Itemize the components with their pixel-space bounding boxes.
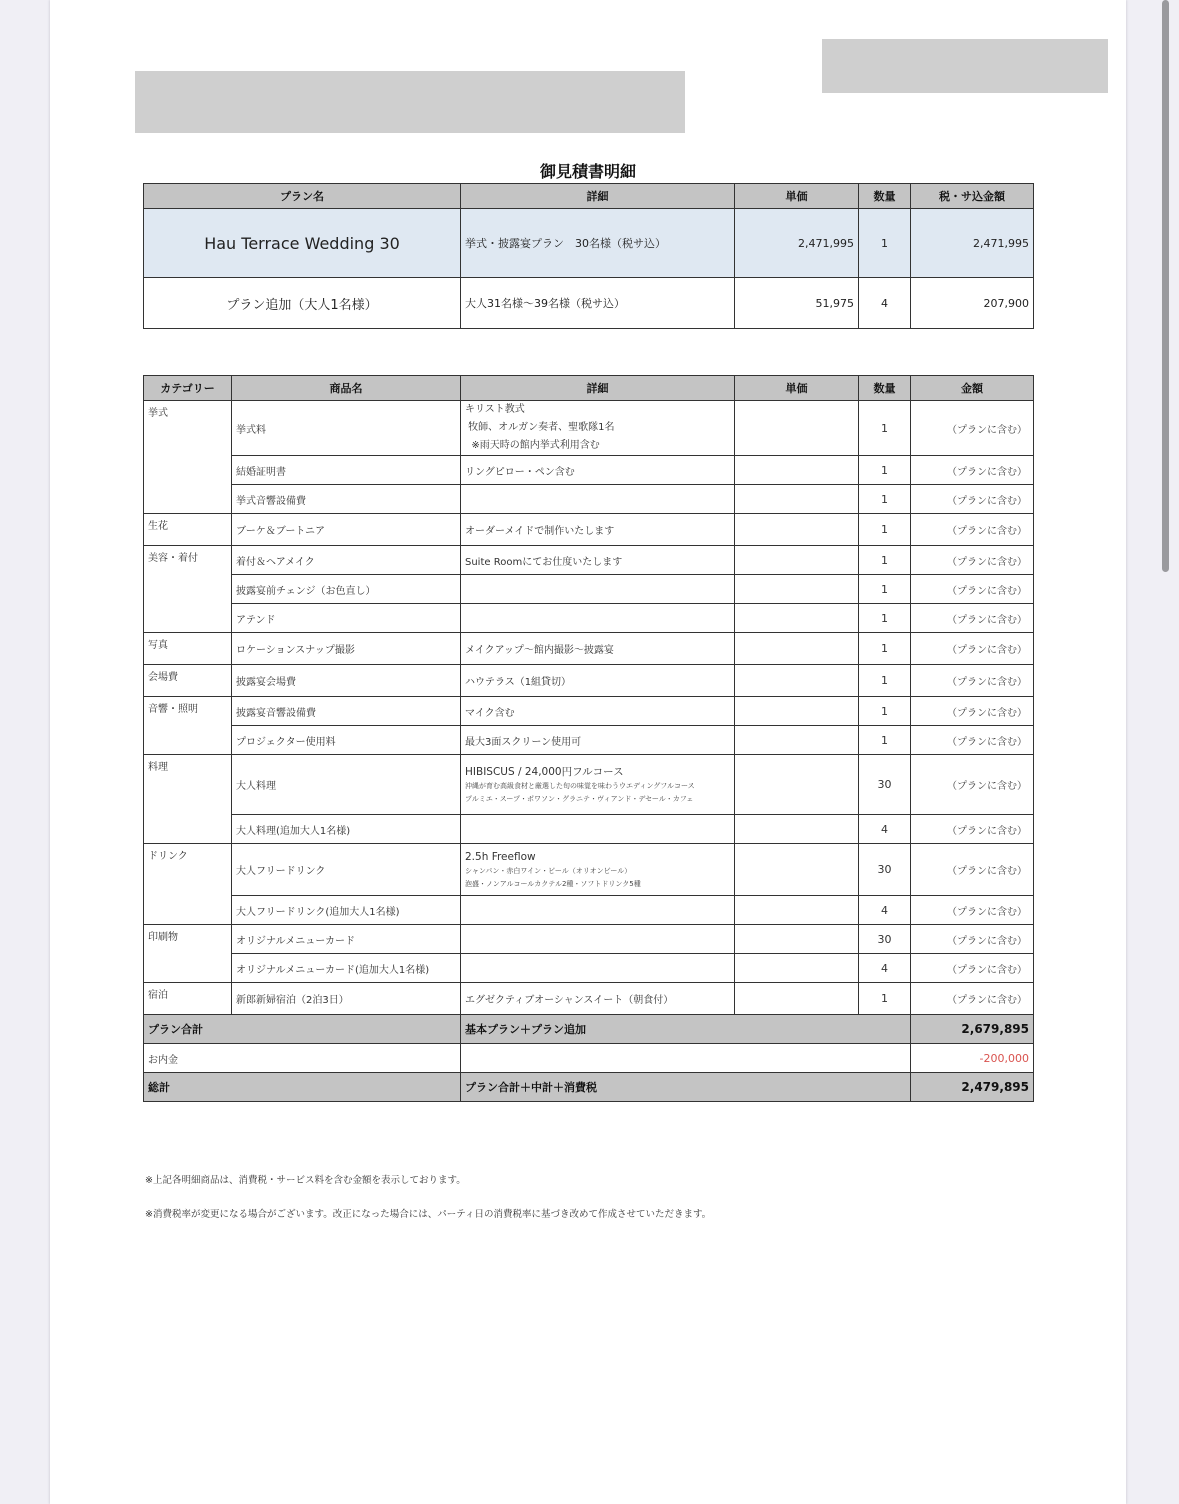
item-row: [144, 604, 1034, 633]
item-amount: （プランに含む）: [911, 514, 1034, 546]
item-detail: [461, 633, 735, 665]
item-detail: [461, 755, 735, 815]
item-detail: [461, 485, 735, 514]
item-detail: [461, 604, 735, 633]
item-detail: [461, 983, 735, 1015]
item-detail-line: 2.5h Freeflow: [465, 850, 536, 863]
item-detail-line: HIBISCUS / 24,000円フルコース: [465, 765, 624, 778]
plan-header-row: [144, 184, 1034, 209]
plan-table: [143, 183, 1034, 329]
item-qty: 4: [859, 896, 911, 925]
item-unit-price: [735, 726, 859, 755]
item-qty: 1: [859, 546, 911, 575]
item-qty: 30: [859, 755, 911, 815]
item-amount: （プランに含む）: [911, 575, 1034, 604]
item-detail-line: シャンパン・赤白ワイン・ビール（オリオンビール）: [465, 866, 632, 875]
item-name: 大人料理: [232, 755, 461, 815]
header-unit-price: 単価: [735, 376, 859, 401]
item-category: 写真: [144, 633, 232, 665]
item-category: 印刷物: [144, 925, 232, 983]
item-detail-line: 沖縄が育む高級食材と厳選した旬の味覚を味わうウエディングフルコース: [465, 781, 695, 790]
item-qty: 1: [859, 485, 911, 514]
item-unit-price: [735, 697, 859, 726]
item-qty: 4: [859, 815, 911, 844]
item-qty: 30: [859, 925, 911, 954]
header-item-name: 商品名: [232, 376, 461, 401]
item-qty: 1: [859, 633, 911, 665]
item-row: [144, 456, 1034, 485]
total-amount: 2,479,895: [911, 1073, 1034, 1102]
item-detail-line: 最大3面スクリーン使用可: [465, 736, 582, 748]
item-qty: 4: [859, 954, 911, 983]
footnote: ※上記各明細商品は、消費税・サービス料を含む金額を表示しております。: [145, 1175, 466, 1186]
item-name: オリジナルメニューカード: [232, 925, 461, 954]
item-name: プロジェクター使用料: [232, 726, 461, 755]
item-amount: （プランに含む）: [911, 925, 1034, 954]
item-detail-line: プルミエ・スープ・ポワソン・グラニテ・ヴィアンド・デセール・カフェ: [465, 794, 694, 803]
item-name: 披露宴会場費: [232, 665, 461, 697]
item-qty: 30: [859, 844, 911, 896]
item-row: [144, 954, 1034, 983]
item-amount: （プランに含む）: [911, 401, 1034, 456]
item-amount: （プランに含む）: [911, 755, 1034, 815]
item-detail-line: ハウテラス（1組貸切）: [465, 677, 572, 688]
item-qty: 1: [859, 697, 911, 726]
total-amount: -200,000: [911, 1044, 1034, 1073]
item-unit-price: [735, 844, 859, 896]
item-amount: （プランに含む）: [911, 815, 1034, 844]
total-label: 総計: [144, 1073, 461, 1102]
items-table: [143, 375, 1034, 1102]
plan-name: Hau Terrace Wedding 30: [144, 209, 461, 278]
item-unit-price: [735, 575, 859, 604]
item-name: オリジナルメニューカード(追加大人1名様): [232, 954, 461, 983]
item-row: [144, 401, 1034, 456]
item-row: [144, 755, 1034, 815]
document-page: [50, 0, 1126, 1504]
deposit-row: [144, 1044, 1034, 1073]
item-name: 新郎新婦宿泊（2泊3日）: [232, 983, 461, 1015]
total-detail: 基本プラン＋プラン追加: [461, 1015, 911, 1044]
scrollbar-thumb[interactable]: [1162, 0, 1169, 572]
total-amount: 2,679,895: [911, 1015, 1034, 1044]
header-plan-name: プラン名: [144, 184, 461, 209]
item-unit-price: [735, 485, 859, 514]
header-qty: 数量: [859, 184, 911, 209]
scrollbar-track[interactable]: [1130, 0, 1179, 1504]
item-amount: （プランに含む）: [911, 844, 1034, 896]
item-category: 美容・着付: [144, 546, 232, 633]
item-row: [144, 896, 1034, 925]
plan-qty: 4: [859, 278, 911, 329]
item-detail-line: 泡盛・ノンアルコールカクテル2種・ソフトドリンク5種: [465, 879, 641, 888]
item-detail-line: マイク含む: [465, 707, 515, 719]
item-amount: （プランに含む）: [911, 633, 1034, 665]
item-unit-price: [735, 514, 859, 546]
item-category: 挙式: [144, 401, 232, 514]
item-amount: （プランに含む）: [911, 456, 1034, 485]
item-amount: （プランに含む）: [911, 604, 1034, 633]
item-row: [144, 815, 1034, 844]
item-amount: （プランに含む）: [911, 983, 1034, 1015]
item-detail-line: Suite Roomにてお仕度いたします: [465, 556, 623, 568]
item-row: [144, 665, 1034, 697]
plan-detail: 挙式・披露宴プラン 30名様（税サ込）: [461, 209, 735, 278]
item-name: 大人フリードリンク: [232, 844, 461, 896]
item-name: 着付＆ヘアメイク: [232, 546, 461, 575]
header-amount: 税・サ込金額: [911, 184, 1034, 209]
item-name: 披露宴前チェンジ（お色直し）: [232, 575, 461, 604]
redacted-block: [822, 39, 1108, 93]
item-amount: （プランに含む）: [911, 896, 1034, 925]
item-detail: [461, 925, 735, 954]
grand-total-row: [144, 1073, 1034, 1102]
plan-amount: 207,900: [911, 278, 1034, 329]
item-amount: （プランに含む）: [911, 954, 1034, 983]
item-detail-line: メイクアップ～館内撮影～披露宴: [465, 645, 614, 656]
item-amount: （プランに含む）: [911, 485, 1034, 514]
redacted-block: [135, 71, 685, 133]
item-detail: [461, 896, 735, 925]
header-qty: 数量: [859, 376, 911, 401]
item-name: 披露宴音響設備費: [232, 697, 461, 726]
item-name: ロケーションスナップ撮影: [232, 633, 461, 665]
item-detail: [461, 844, 735, 896]
item-category: ドリンク: [144, 844, 232, 925]
item-detail-line: キリスト教式: [465, 404, 525, 415]
item-detail: [461, 726, 735, 755]
item-detail-line: オーダーメイドで制作いたします: [465, 526, 615, 537]
item-detail: [461, 665, 735, 697]
item-detail: [461, 514, 735, 546]
item-amount: （プランに含む）: [911, 665, 1034, 697]
item-row: [144, 925, 1034, 954]
item-amount: （プランに含む）: [911, 546, 1034, 575]
item-unit-price: [735, 815, 859, 844]
total-detail: プラン合計＋中計＋消費税: [461, 1073, 911, 1102]
item-detail-line: 牧師、オルガン奏者、聖歌隊1名: [465, 422, 615, 433]
item-row: [144, 485, 1034, 514]
item-detail-line: エグゼクティブオーシャンスイート（朝食付）: [465, 995, 674, 1006]
header-detail: 詳細: [461, 376, 735, 401]
item-detail: [461, 456, 735, 485]
item-category: 生花: [144, 514, 232, 546]
item-name: 結婚証明書: [232, 456, 461, 485]
items-header-row: [144, 376, 1034, 401]
item-detail-line: ※雨天時の館内挙式利用含む: [465, 440, 600, 451]
item-detail: [461, 815, 735, 844]
item-qty: 1: [859, 575, 911, 604]
total-detail: [461, 1044, 911, 1073]
item-detail: [461, 575, 735, 604]
plan-qty: 1: [859, 209, 911, 278]
item-row: [144, 546, 1034, 575]
header-category: カテゴリー: [144, 376, 232, 401]
item-detail: [461, 954, 735, 983]
item-unit-price: [735, 896, 859, 925]
footnote: ※消費税率が変更になる場合がございます。改正になった場合には、パーティ日の消費税率に基づき改めて作成させていただきます。: [145, 1209, 712, 1220]
item-name: アテンド: [232, 604, 461, 633]
item-qty: 1: [859, 983, 911, 1015]
item-name: ブーケ＆ブートニア: [232, 514, 461, 546]
header-detail: 詳細: [461, 184, 735, 209]
item-row: [144, 575, 1034, 604]
item-detail: [461, 697, 735, 726]
plan-detail: 大人31名様～39名様（税サ込）: [461, 278, 735, 329]
document-title: 御見積書明細: [539, 162, 636, 181]
header-amount: 金額: [911, 376, 1034, 401]
plan-amount: 2,471,995: [911, 209, 1034, 278]
item-unit-price: [735, 925, 859, 954]
item-amount: （プランに含む）: [911, 697, 1034, 726]
item-name: 大人フリードリンク(追加大人1名様): [232, 896, 461, 925]
item-category: 音響・照明: [144, 697, 232, 755]
item-detail: [461, 546, 735, 575]
plan-total-row: [144, 1015, 1034, 1044]
plan-row: [144, 278, 1034, 329]
item-qty: 1: [859, 665, 911, 697]
item-unit-price: [735, 954, 859, 983]
item-detail: [461, 401, 735, 456]
item-category: 会場費: [144, 665, 232, 697]
item-row: [144, 633, 1034, 665]
item-detail-line: リングピロー・ペン含む: [465, 466, 575, 478]
item-amount: （プランに含む）: [911, 726, 1034, 755]
total-label: お内金: [144, 1044, 461, 1073]
total-label: プラン合計: [144, 1015, 461, 1044]
header-unit-price: 単価: [735, 184, 859, 209]
plan-unit-price: 51,975: [735, 278, 859, 329]
plan-unit-price: 2,471,995: [735, 209, 859, 278]
item-qty: 1: [859, 726, 911, 755]
item-row: [144, 844, 1034, 896]
item-unit-price: [735, 983, 859, 1015]
item-unit-price: [735, 755, 859, 815]
item-qty: 1: [859, 401, 911, 456]
item-qty: 1: [859, 514, 911, 546]
item-category: 宿泊: [144, 983, 232, 1015]
item-row: [144, 726, 1034, 755]
item-name: 挙式料: [232, 401, 461, 456]
item-name: 挙式音響設備費: [232, 485, 461, 514]
item-name: 大人料理(追加大人1名様): [232, 815, 461, 844]
item-qty: 1: [859, 604, 911, 633]
item-row: [144, 983, 1034, 1015]
item-row: [144, 514, 1034, 546]
item-category: 料理: [144, 755, 232, 844]
plan-name: プラン追加（大人1名様）: [144, 278, 461, 329]
item-unit-price: [735, 546, 859, 575]
item-unit-price: [735, 604, 859, 633]
item-row: [144, 697, 1034, 726]
item-unit-price: [735, 633, 859, 665]
plan-row: [144, 209, 1034, 278]
item-unit-price: [735, 401, 859, 456]
item-qty: 1: [859, 456, 911, 485]
item-unit-price: [735, 665, 859, 697]
item-unit-price: [735, 456, 859, 485]
